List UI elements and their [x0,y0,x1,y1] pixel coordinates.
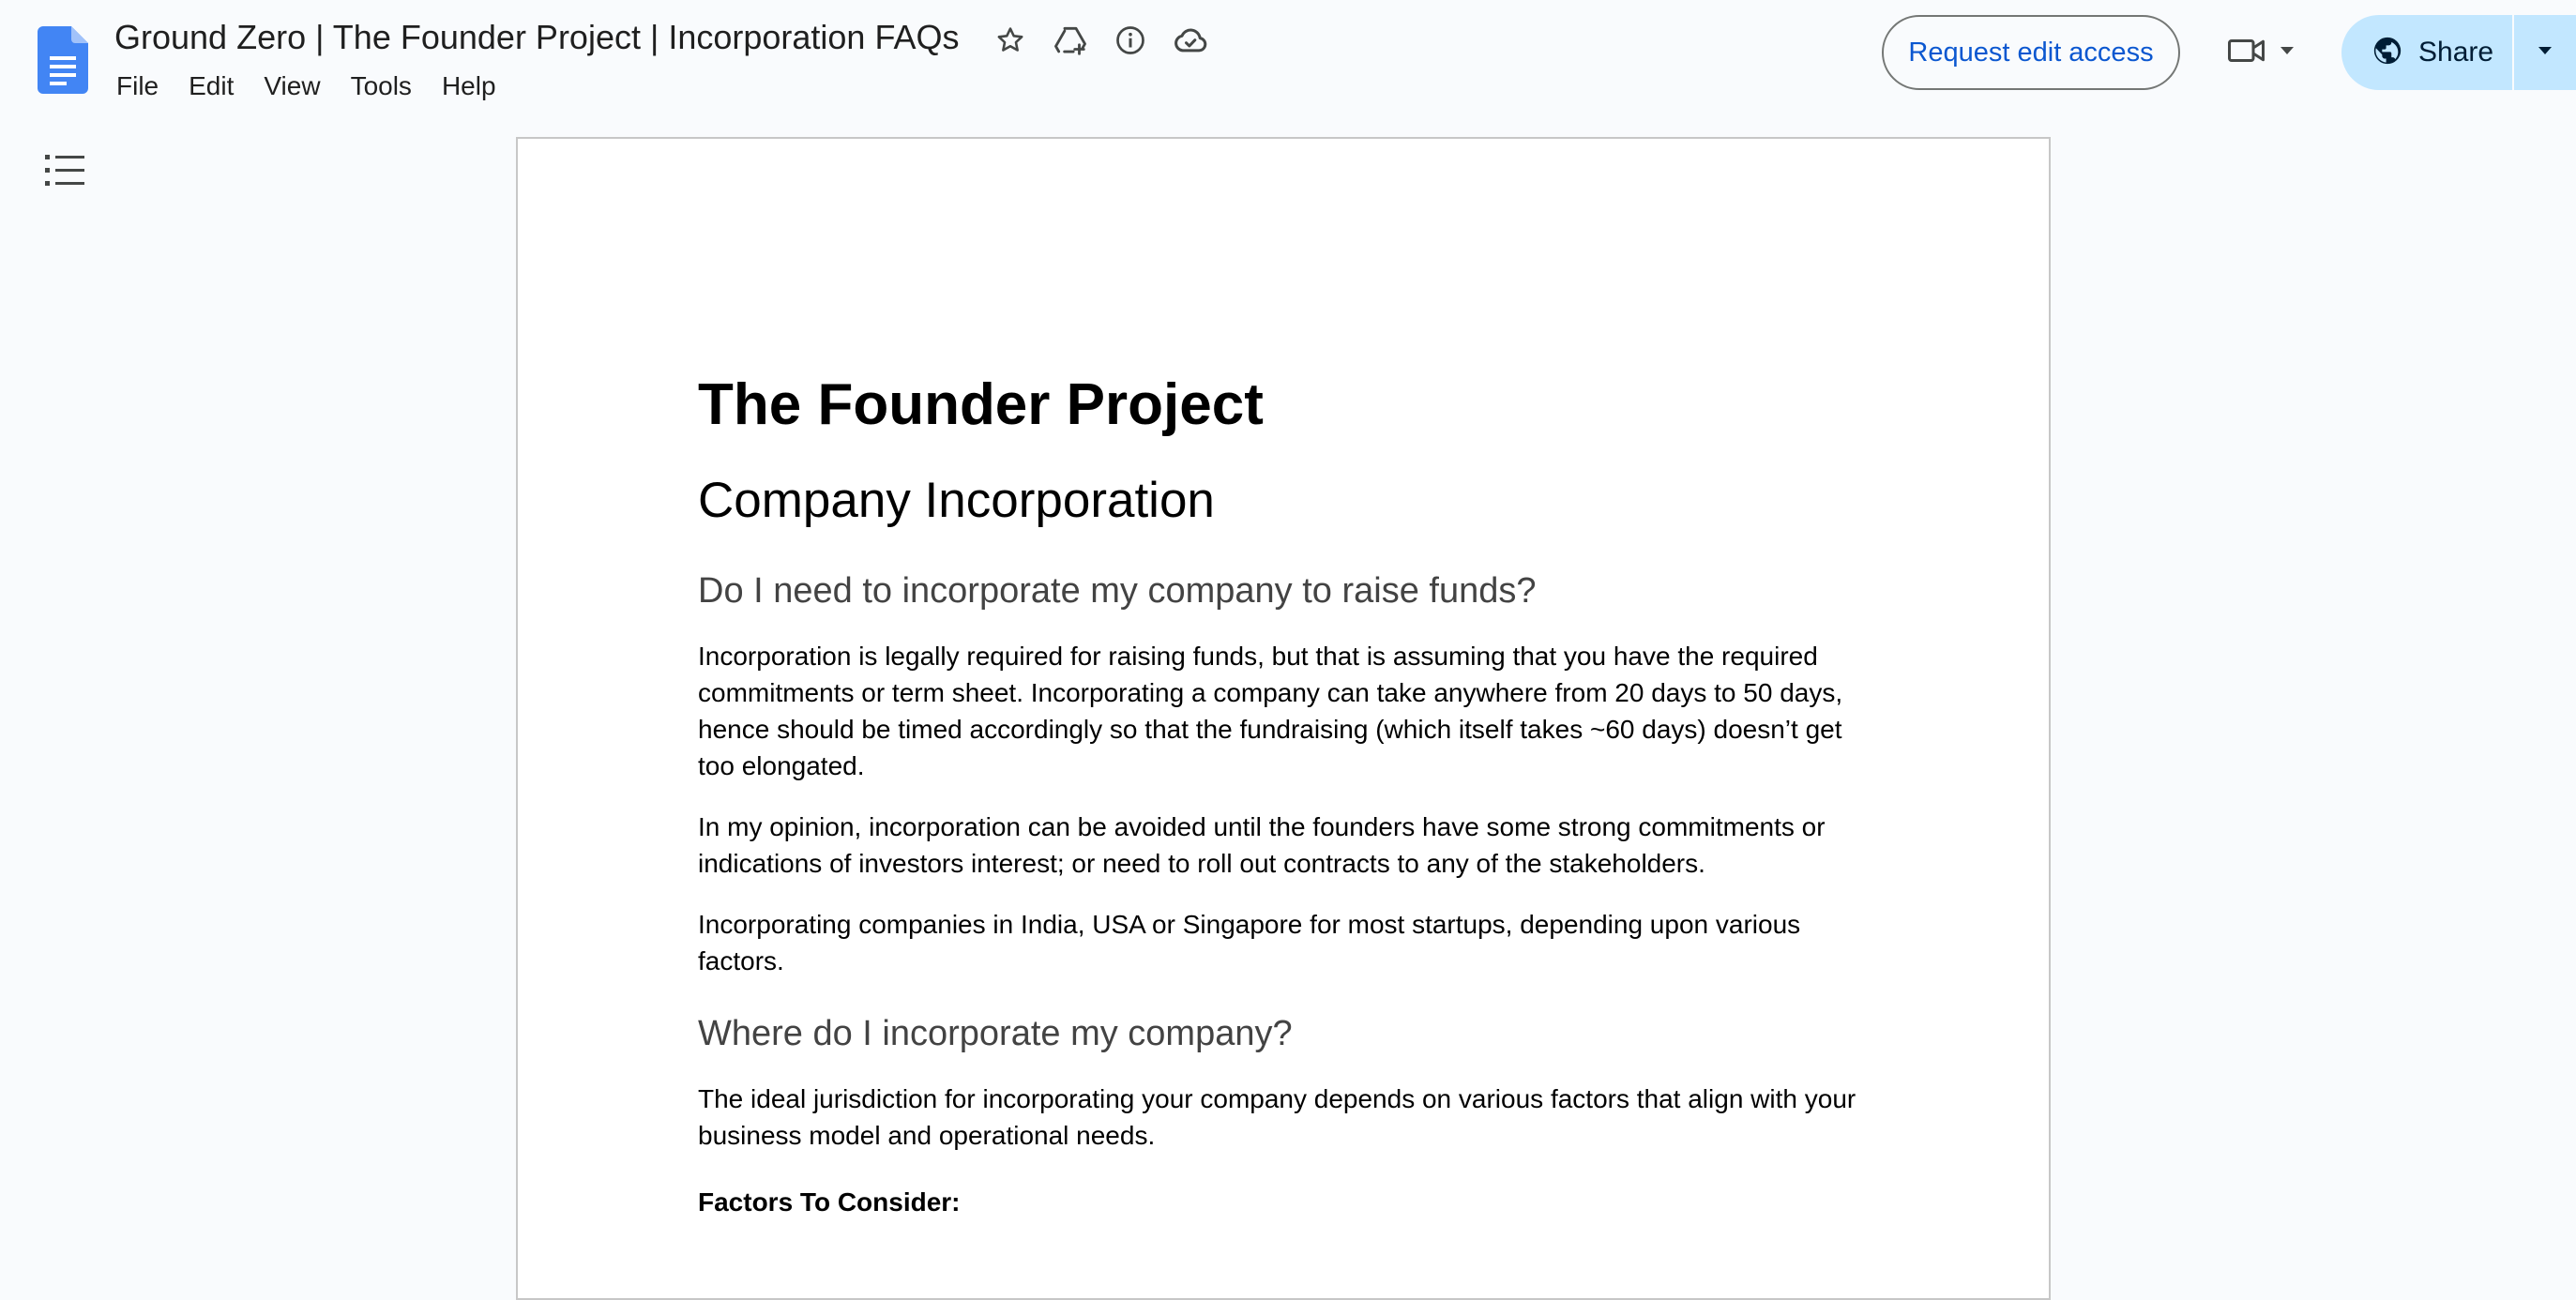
menu-edit[interactable]: Edit [189,71,235,100]
menu-bar [101,64,511,109]
document-page[interactable] [516,137,2051,1300]
document-title[interactable]: Ground Zero | The Founder Project | Incorporation FAQs [114,18,960,56]
outline-list-icon[interactable] [45,152,86,189]
menu-view[interactable]: View [264,71,321,100]
menu-file[interactable]: File [116,71,159,100]
paragraph: Incorporation is legally required for raising funds, but that is assuming that you have the required commitments or term sheet. Incorporating a company can take anywhere from 20 days to 50 days, hence should be timed accordingly so that the fundraising (which itself takes ~60 days) doesn’t get too elongated. [698,642,1843,780]
video-camera-icon [2226,34,2269,72]
star-icon[interactable] [991,21,1030,60]
share-button-group [2341,15,2576,90]
menu-help[interactable]: Help [441,71,496,100]
info-icon[interactable] [1111,21,1150,60]
google-docs-icon[interactable] [38,26,88,94]
doc-title-heading: The Founder Project [698,372,1264,437]
title-icon-group [991,21,1210,60]
document-body [698,371,1880,1220]
paragraph: The ideal jurisdiction for incorporating your company depends on various factors that align with your business model and operational needs. [698,1084,1856,1150]
chevron-down-icon [2279,44,2296,61]
meet-button[interactable] [2214,24,2308,81]
factors-label: Factors To Consider: [698,1187,961,1217]
globe-icon [2371,35,2403,71]
menu-tools[interactable]: Tools [350,71,412,100]
section-heading: Company Incorporation [698,473,1215,528]
share-button[interactable] [2341,15,2512,90]
share-label: Share [2418,37,2494,68]
chevron-down-icon [2537,44,2553,61]
top-bar [0,0,2576,131]
question-heading: Do I need to incorporate my company to raise funds? [698,571,1537,611]
paragraph: In my opinion, incorporation can be avoided until the founders have some strong commitments or indications of investors interest; or need to roll out contracts to any of the stakeholders. [698,812,1826,878]
share-options-button[interactable] [2514,15,2576,90]
question-heading: Where do I incorporate my company? [698,1014,1293,1053]
paragraph: Incorporating companies in India, USA or Singapore for most startups, depending upon various factors. [698,910,1801,975]
cloud-status-icon[interactable] [1171,21,1210,60]
request-edit-access-button[interactable]: Request edit access [1882,15,2180,90]
move-to-drive-icon[interactable] [1051,21,1090,60]
